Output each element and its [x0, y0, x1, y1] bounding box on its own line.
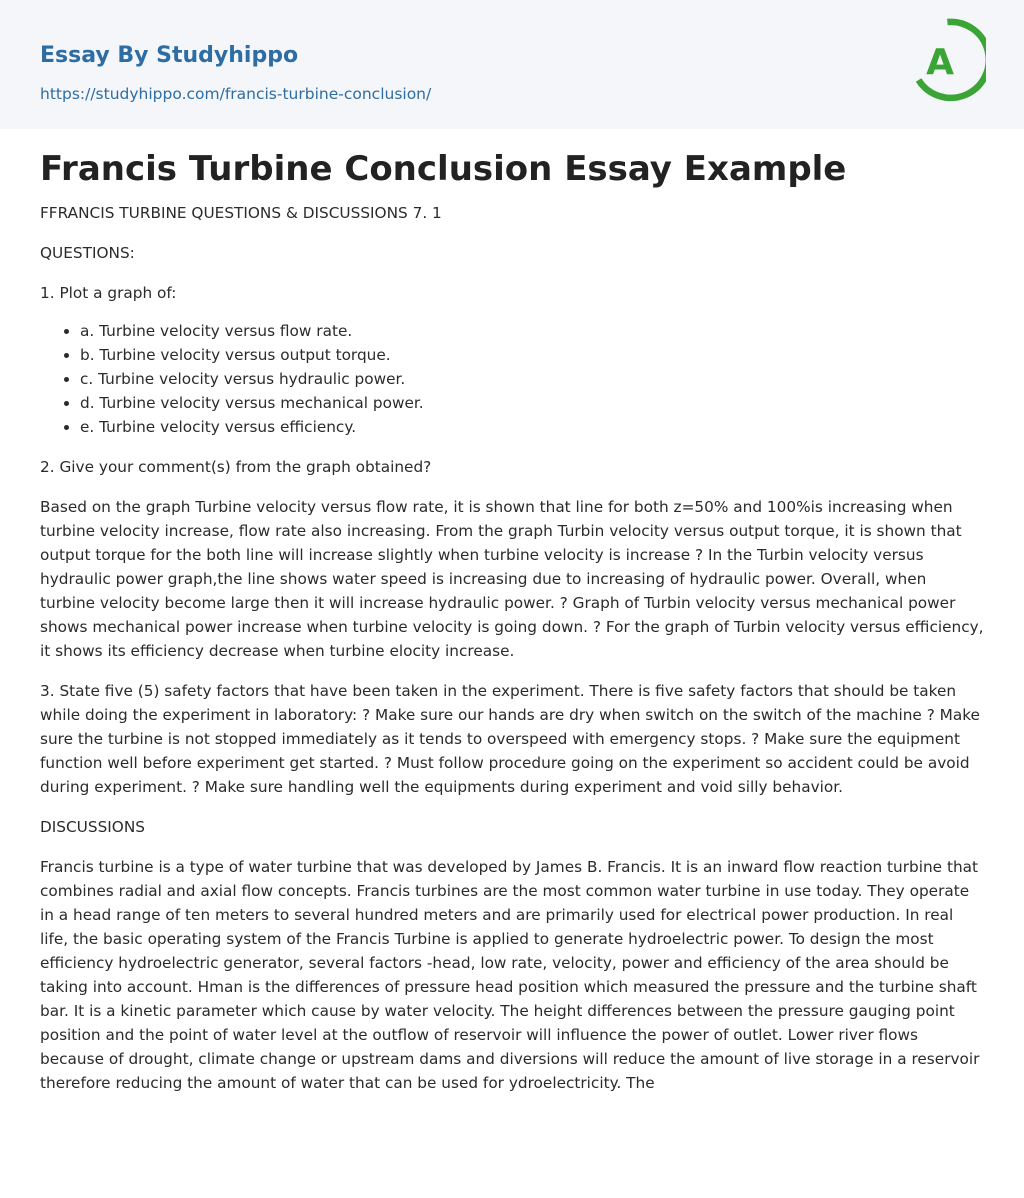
list-item: • d. Turbine velocity versus mechanical power. — [80, 391, 986, 415]
article — [0, 129, 1024, 1095]
answer-2-paragraph: Based on the graph Turbine velocity versus flow rate, it is shown that line for both z=50% and 100%is increasing when turbine velocity increase, flow rate also increasing. From the graph Turbin velocity versus output torque, it is shown that output torque for the both line will increase slightly when turbine velocity is increase ? In the Turbin velocity versus hydraulic power graph,the line shows water speed is increasing due to increasing of hydraulic power. Overall, when turbine velocity become large then it will increase hydraulic power. ? Graph of Turbin velocity versus mechanical power shows mechanical power increase when turbine velocity is going down. ? For the graph of Turbin velocity versus efficiency, it shows its efficiency decrease when turbine elocity increase. — [40, 498, 984, 660]
questions-heading: QUESTIONS: — [40, 244, 135, 262]
page-title: Francis Turbine Conclusion Essay Example — [40, 149, 847, 189]
question-3-paragraph: 3. State five (5) safety factors that have been taken in the experiment. There is five safety factors that should be taken while doing the experiment in laboratory: ? Make sure our hands are dry when switch on the switch of the machine ? Make sure the turbine is not stopped immediately as it tends to overspeed with emergency stops. ? Make sure the equipment function well before experiment get started. ? Must follow procedure going on the experiment so accident could be avoid during experiment. ? Make sure handling well the equipments during experiment and void silly behavior. — [40, 682, 980, 796]
discussions-heading: DISCUSSIONS — [40, 818, 146, 836]
subtitle: FFRANCIS TURBINE QUESTIONS & DISCUSSIONS 7. 1 — [40, 204, 442, 222]
question-2: 2. Give your comment(s) from the graph obtained? — [40, 458, 432, 476]
brand-title[interactable]: Essay By Studyhippo — [40, 43, 299, 68]
discussion-paragraph: Francis turbine is a type of water turbine that was developed by James B. Francis. It is an inward flow reaction turbine that combines radial and axial flow concepts. Francis turbines are the most common water turbine in use today. They operate in a head range of ten meters to several hundred meters and are primarily used for electrical power production. In real life, the basic operating system of the Francis Turbine is applied to generate hydroelectric power. To design the most efficiency hydroelectric generator, several factors -head, low rate, velocity, power and efficiency of the area should be taking into account. Hman is the differences of pressure head position which measured the pressure and the turbine shaft bar. It is a kinetic parameter which cause by water velocity. The height differences between the pressure gauging point position and the point of water level at the outflow of reservoir will influence the power of outlet. Lower river flows because of drought, climate change or upstream dams and diversions will reduce the amount of live storage in a reservoir therefore reducing the amount of water that can be used for ydroelectricity. The — [40, 858, 980, 1092]
list-item: • e. Turbine velocity versus efficiency. — [80, 415, 986, 439]
list-item: • a. Turbine velocity versus flow rate. — [80, 319, 986, 343]
logo-letter: A — [926, 42, 954, 83]
list-item: • b. Turbine velocity versus output torque. — [80, 343, 986, 367]
site-header — [0, 0, 1024, 129]
question-1: 1. Plot a graph of: — [40, 284, 177, 302]
list-item: • c. Turbine velocity versus hydraulic power. — [80, 367, 986, 391]
source-url-link[interactable]: https://studyhippo.com/francis-turbine-conclusion/ — [40, 85, 432, 103]
logo-icon[interactable] — [912, 18, 986, 106]
question-1-list — [40, 319, 986, 439]
